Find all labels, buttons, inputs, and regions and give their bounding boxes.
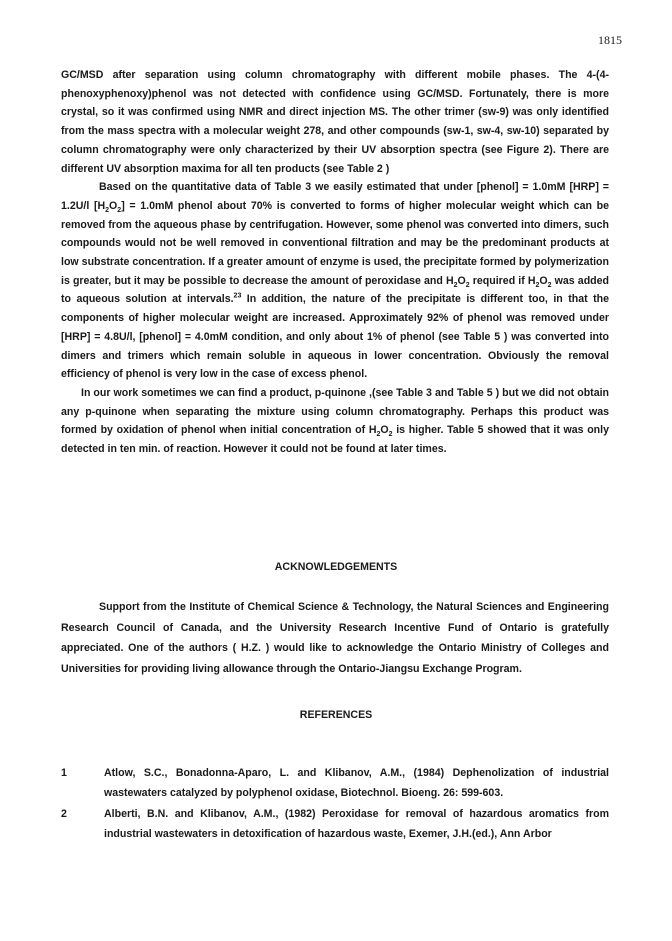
- reference-item: [61, 804, 609, 845]
- reference-number: 2: [61, 807, 67, 820]
- page-number: 1815: [598, 33, 622, 47]
- paragraph-2: Based on the quantitative data of Table 3 we easily estimated that under [phenol] = 1.0mM [HRP] = 1.2U/l $[H_2O_2] = 1.0mM$ phenol about 70% is converted to forms of higher molecular weight which can be removed from the aqueous phase by centrifugation. However, some phenol was converted into dimers, such compounds would not be well removed in conventional filtration and may be the predominant products at low substrate concentration. If a greater amount of enzyme is used, the precipitate formed by polymerization is greater, but it may be possible to decrease the amount of peroxidase and $H_2O_2$ required if $H_2O_2$ was added to aqueous solution at intervals.$^{23}$ In addition, the nature of the precipitate is different too, in that the components of higher molecular weight are increased. Approximately 92% of phenol was removed under [HRP] = 4.8U/l, [phenol] = 4.0mM condition, and only about 1% of phenol (see Table 5 ) was converted into dimers and trimers which remain soluble in aqueous in lower concentration. Obviously the removal efficiency of phenol is very low in the case of excess phenol.: [61, 181, 609, 381]
- paragraph-3: In our work sometimes we can find a product, p-quinone ,(see Table 3 and Table 5 ) but we did not obtain any p-quinone when separating the mixture using column chromatography. Perhaps this product was formed by oxidation of phenol when initial concentration of $H_2O_2$ is higher. Table 5 showed that it was only detected in ten min. of reaction. However it could not be found at later times.: [61, 386, 609, 456]
- reference-item: [61, 763, 609, 804]
- reference-text: Alberti, B.N. and Klibanov, A.M., (1982) Peroxidase for removal of hazardous aromatics from industrial wastewaters in detoxification of hazardous waste, Exemer, J.H.(ed.), Ann Arbor: [104, 807, 609, 840]
- body-text: [61, 66, 609, 459]
- reference-text: Atlow, S.C., Bonadonna-Aparo, L. and Klibanov, A.M., (1984) Dephenolization of industrial wastewaters catalyzed by polyphenol oxidase, Biotechnol. Bioeng. 26: 599-603.: [104, 767, 609, 800]
- acknowledgements-text: Support from the Institute of Chemical Science & Technology, the Natural Sciences and Engineering Research Council of Canada, and the University Research Incentive Fund of Ontario is gratefully appreciated. One of the authors ( H.Z. ) would like to acknowledge the Ontario Ministry of Colleges and Universities for providing living allowance through the Ontario-Jiangsu Exchange Program.: [61, 601, 609, 675]
- acknowledgements-heading: ACKNOWLEDGEMENTS: [274, 561, 398, 573]
- reference-number: 1: [61, 767, 67, 779]
- references-list: [61, 763, 609, 844]
- citation-ref: 23: [233, 292, 242, 300]
- paragraph-1: GC/MSD after separation using column chromatography with different mobile phases. The 4-(4-phenoxyphenoxy)phenol was not detected with confidence using GC/MSD. Fortunately, there is more crystal, so it was confirmed using NMR and direct injection MS. The other trimer (sw-9) was only identified from the mass spectra with a molecular weight 278, and other compounds (sw-1, sw-4, sw-10) separated by column chromatography were only characterized by their UV absorption spectra (see Figure 2). There are different UV absorption maxima for all ten products (see Table 2 ): [61, 69, 609, 175]
- references-heading: REFERENCES: [299, 709, 373, 721]
